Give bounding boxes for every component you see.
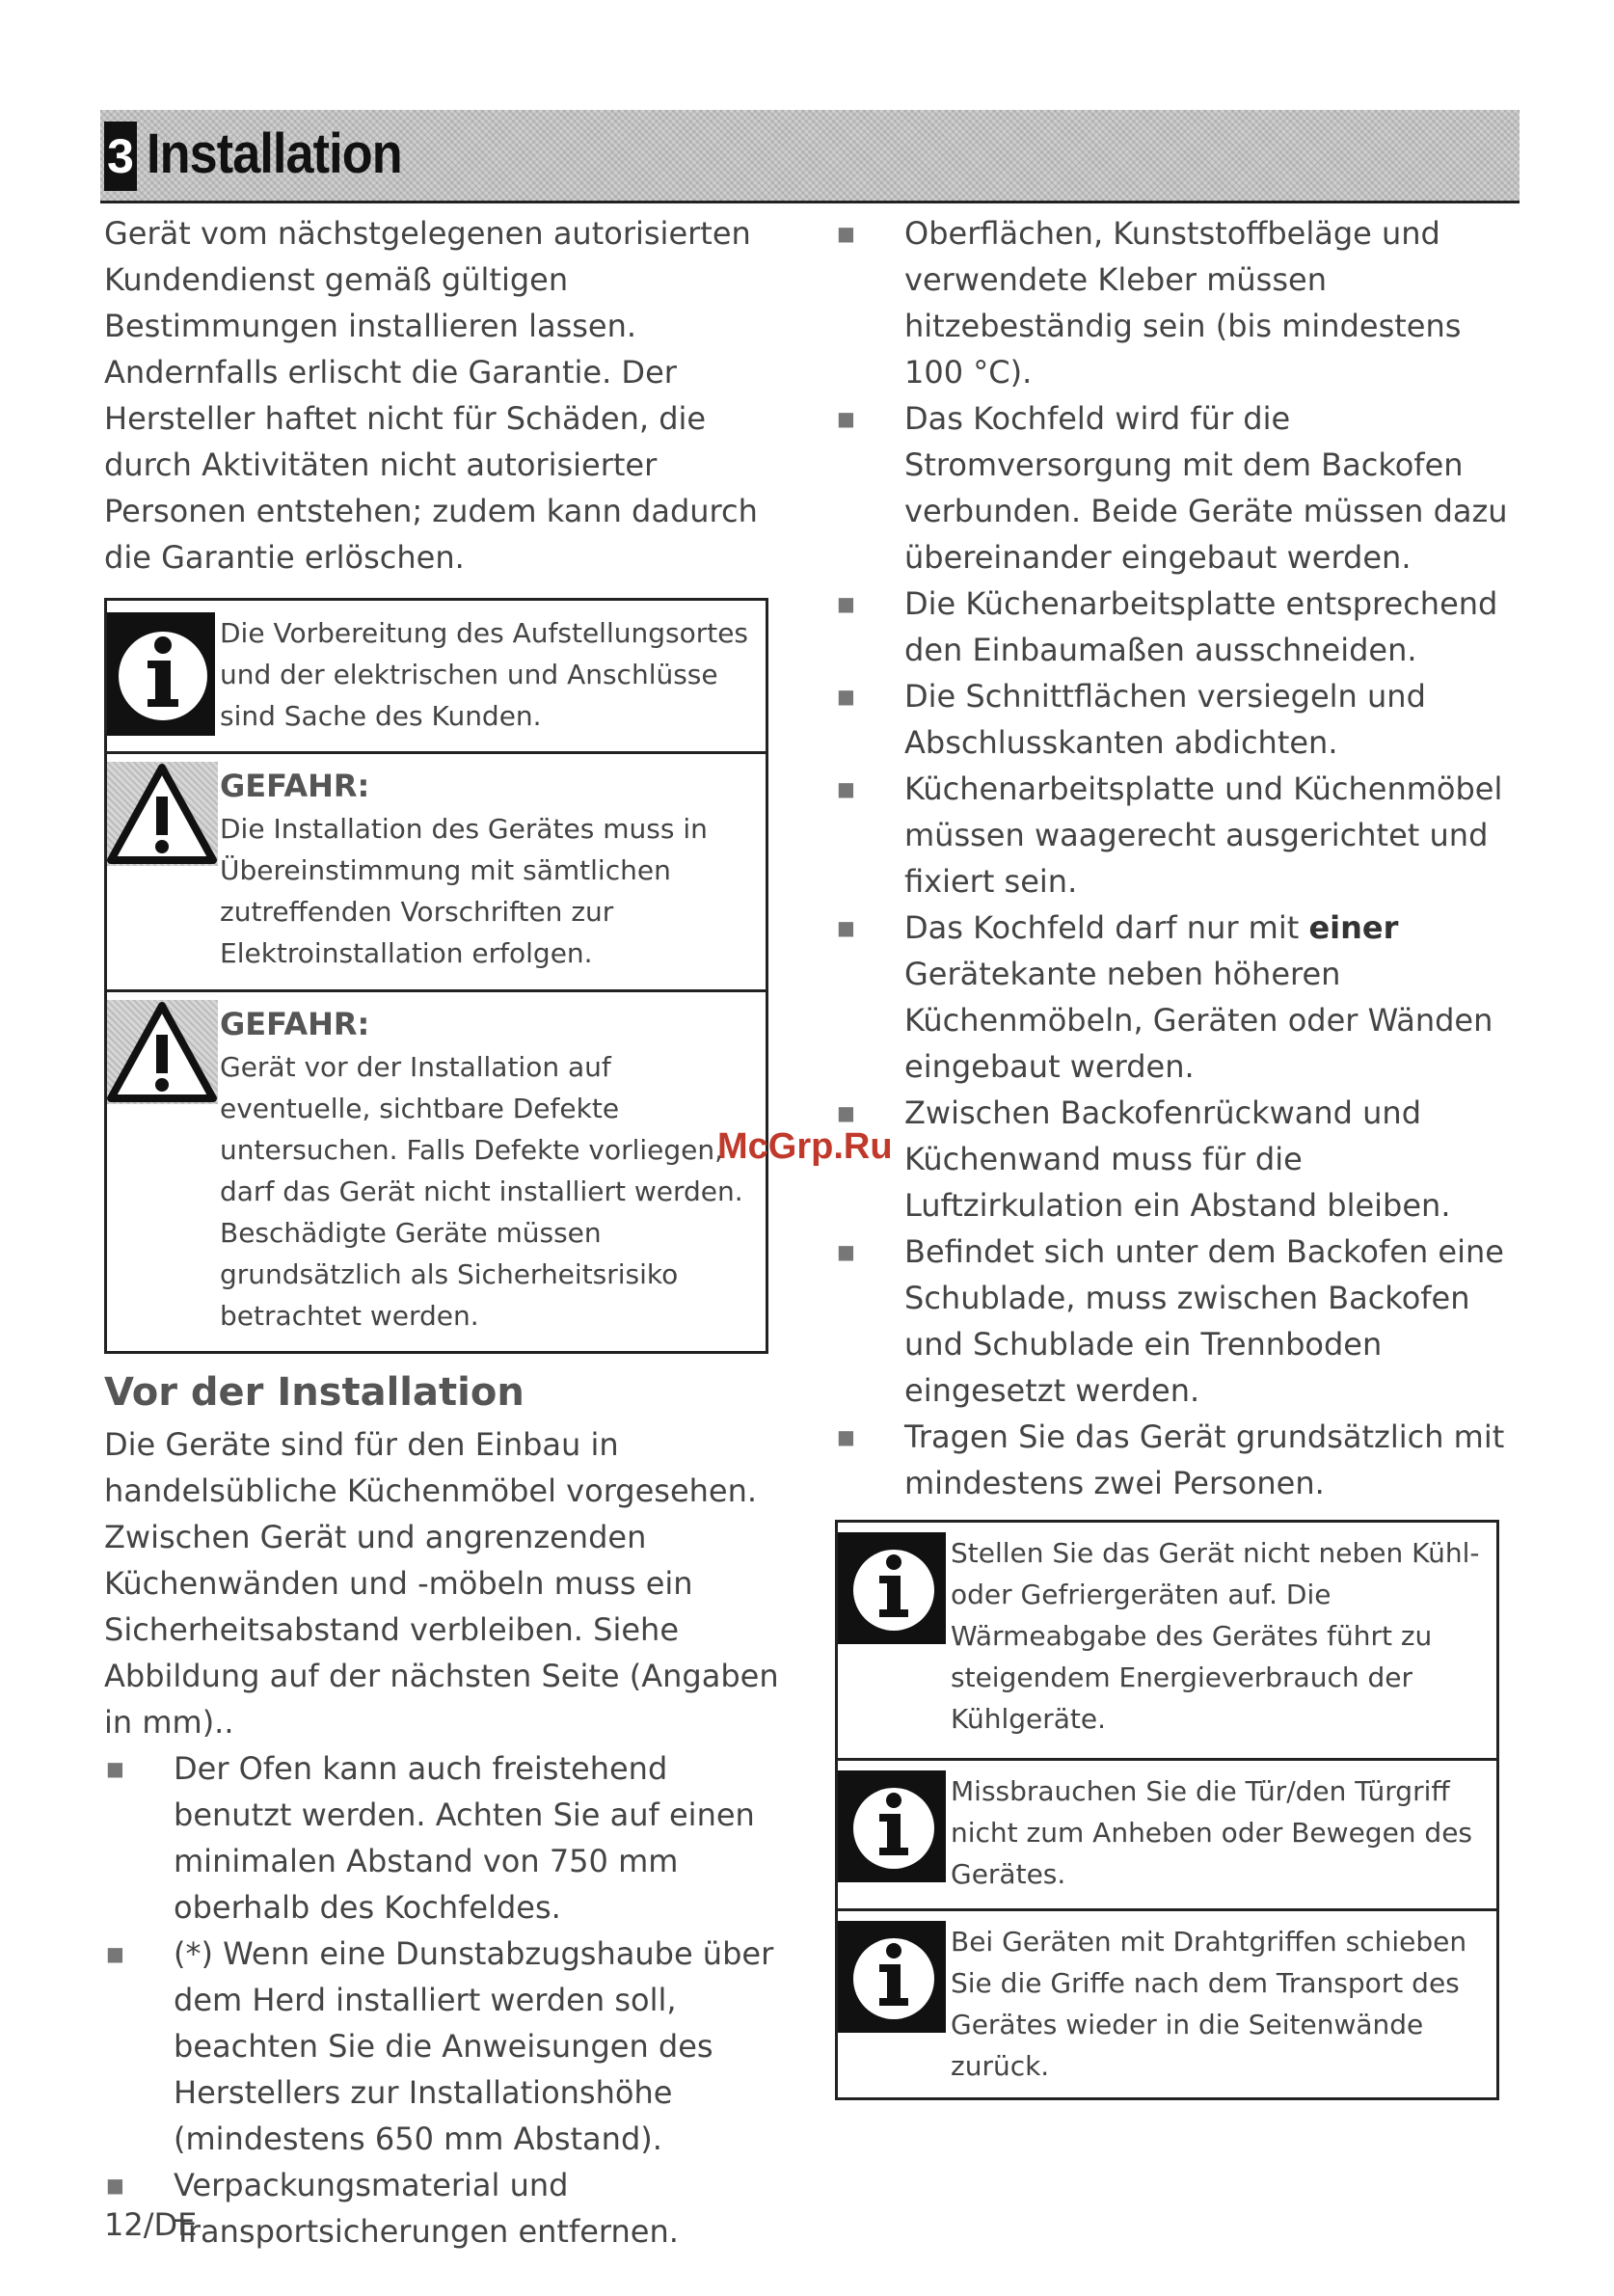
bullet-icon: ■ [837,777,855,800]
bullet-icon: ■ [106,2174,124,2197]
section-number: 3 [104,122,137,191]
danger-notice-1 [107,751,766,989]
list-item: ■ Oberflächen, Kunststoffbeläge und verwendete Kleber müssen hitzebeständig sein (bis mindestens 100 °C). [835,210,1510,395]
left-bullet-list [104,1745,779,2255]
emphasis: einer [1308,909,1399,946]
bullet-icon: ■ [837,916,855,939]
list-item: ■ Die Küchenarbeitsplatte entsprechend den Einbaumaßen ausschneiden. [835,581,1510,673]
list-item: ■ Der Ofen kann auch freistehend benutzt werden. Achten Sie auf einen minimalen Abstand von 750 mm oberhalb des Kochfeldes. [104,1745,779,1931]
list-item: ■ (*) Wenn eine Dunstabzugshaube über dem Herd installiert werden soll, beachten Sie die Anweisungen des Herstellers zur Installationshöhe (mindestens 650 mm Abstand). [104,1931,779,2162]
info-icon [838,1532,949,1644]
watermark: McGrp.Ru [717,1126,893,1167]
info-icon [107,612,218,736]
subsection-title: Vor der Installation [104,1370,525,1415]
bullet-icon: ■ [837,222,855,245]
page-number: 12/DE [104,2206,198,2243]
warning-icon [107,1000,218,1104]
info-notice [838,1758,1496,1908]
danger-title-1: GEFAHR: [220,768,370,804]
danger-text-2: Gerät vor der Installation auf eventuelle, sichtbare Defekte untersuchen. Falls Defekte vorliegen, darf das Gerät nicht installiert werden. [220,1051,743,1207]
bullet-icon: ■ [106,1757,124,1780]
bullet-icon: ■ [837,1240,855,1263]
bullet-icon: ■ [837,1101,855,1124]
info-icon [838,1921,949,2033]
info-notice [838,1908,1496,2097]
danger-text-2b: Beschädigte Geräte müssen grundsätzlich als Sicherheitsrisiko betrachtet werden. [220,1217,679,1332]
list-item: ■ Tragen Sie das Gerät grundsätzlich mit mindestens zwei Personen. [835,1414,1510,1506]
right-column [835,210,1510,2100]
left-column [104,210,779,2255]
danger-text-1: Die Installation des Gerätes muss in Übereinstimmung mit sämtlichen zutreffenden Vorschriften zur Elektroinstallation erfolgen. [220,813,708,969]
bullet-icon: ■ [837,407,855,430]
bullet-icon: ■ [837,685,855,708]
list-item: ■ Befindet sich unter dem Backofen eine Schublade, muss zwischen Backofen und Schublade ein Trennboden eingesetzt werden. [835,1229,1510,1414]
info-notice [838,1523,1496,1758]
info-notice-text: Bei Geräten mit Drahtgriffen schieben Sie die Griffe nach dem Transport des Gerätes wieder in die Seitenwände zurück. [951,1926,1467,2082]
list-item: ■ Das Kochfeld wird für die Stromversorgung mit dem Backofen verbunden. Beide Geräte müssen dazu übereinander eingebaut werden. [835,395,1510,581]
list-item: ■ Küchenarbeitsplatte und Küchenmöbel müssen waagerecht ausgerichtet und fixiert sein. [835,766,1510,905]
list-item: ■ Verpackungsmaterial und Transportsicherungen entfernen. [104,2162,779,2255]
notice-box-left [104,598,768,1354]
intro-paragraph: Gerät vom nächstgelegenen autorisierten Kundendienst gemäß gültigen Bestimmungen installieren lassen. Andernfalls erlischt die Garantie. Der Hersteller haftet nicht für Schäden, die durch Aktivitäten nicht autorisierter Personen entstehen; zudem kann dadurch die Garantie erlöschen. [104,215,758,576]
danger-notice-2 [107,989,766,1351]
info-notice-text: Stellen Sie das Gerät nicht neben Kühl- oder Gefriergeräten auf. Die Wärmeabgabe des Gerätes führt zu steigendem Energieverbrauch der Kühlgeräte. [951,1537,1480,1735]
info-notice-text: Missbrauchen Sie die Tür/den Türgriff nicht zum Anheben oder Bewegen des Gerätes. [951,1775,1473,1890]
notice-box-right [835,1520,1499,2100]
section-title: Installation [147,122,402,185]
info-notice [107,601,766,751]
info-notice-text: Die Vorbereitung des Aufstellungsortes und der elektrischen und Anschlüsse sind Sache des Kunden. [220,617,749,732]
bullet-icon: ■ [837,1425,855,1448]
info-icon [838,1770,949,1882]
section-header [100,110,1520,203]
danger-title-2: GEFAHR: [220,1006,370,1042]
warning-icon [107,762,218,866]
list-item: ■ Zwischen Backofenrückwand und Küchenwand muss für die Luftzirkulation ein Abstand bleiben. [835,1090,1510,1229]
list-item: ■ Die Schnittflächen versiegeln und Abschlusskanten abdichten. [835,673,1510,766]
bullet-icon: ■ [837,592,855,615]
bullet-icon: ■ [106,1942,124,1965]
right-bullet-list [835,210,1510,1506]
list-item: ■ Das Kochfeld darf nur mit einer Gerätekante neben höheren Küchenmöbeln, Geräten oder Wänden eingebaut werden. [835,905,1510,1090]
subsection-paragraph: Die Geräte sind für den Einbau in handelsübliche Küchenmöbel vorgesehen. Zwischen Gerät und angrenzenden Küchenwänden und -möbeln muss ein Sicherheitsabstand verbleiben. Siehe Abbildung auf der nächsten Seite (Angaben in mm).. [104,1426,779,1741]
